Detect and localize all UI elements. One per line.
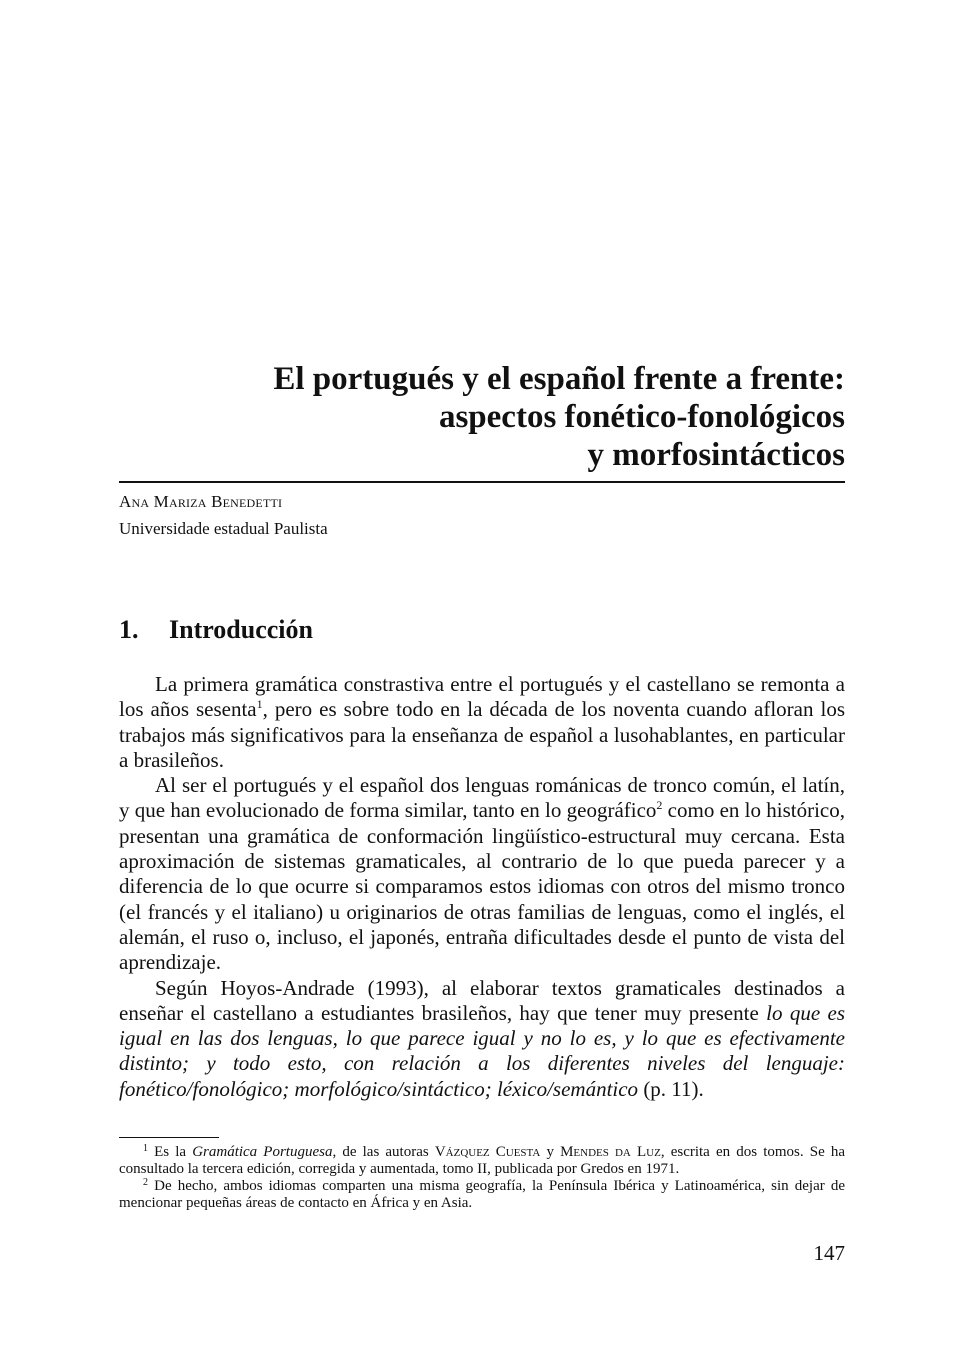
footnote-2-text: De hecho, ambos idiomas comparten una misma geografía, la Península Ibérica y Latinoamérica, sin dejar de mencionar pequeñas áreas de contacto en África y en Asia. xyxy=(119,1178,845,1211)
paragraph-3-text-b: (p. 11). xyxy=(638,1076,704,1101)
footnote-1-text-d: , escrita en dos tomos. Se ha consultado la tercera edición, corregida y aumentada, tomo II, publicada por Gredos en 1971. xyxy=(119,1144,846,1177)
footnote-1-text-c: y xyxy=(540,1144,561,1160)
footnote-1-author-1: Vázquez Cuesta xyxy=(434,1144,541,1160)
footnote-1-author-2: Mendes da Luz xyxy=(560,1144,661,1160)
title-line-1: El portugués y el español frente a frente: xyxy=(273,361,845,397)
paragraph-3-quote: lo que es igual en las dos lenguas, lo que parece igual y no lo es, y lo que es efectivamente distinto; y todo esto, con relación a los diferentes niveles del lenguaje: fonético/fonológico; morfológico/sintáctico; léxico/semántico xyxy=(119,1000,845,1101)
paragraph-1-text-a: La primera gramática constrastiva entre el portugués y el castellano se remonta a los años sesenta xyxy=(119,672,845,722)
footnote-1-text-a: Es la xyxy=(154,1144,193,1160)
title-line-2: aspectos fonético-fonológicos xyxy=(438,399,845,435)
title-rule xyxy=(119,481,845,483)
section-heading xyxy=(119,614,313,646)
paragraph-3-text-a: Según Hoyos-Andrade (1993), al elaborar textos gramaticales destinados a enseñar el castellano a estudiantes brasileños, hay que tener muy presente xyxy=(119,975,845,1025)
author-name: Ana Mariza Benedetti xyxy=(119,492,283,511)
footnote-2-mark: 2 xyxy=(143,1177,148,1188)
footnotes xyxy=(119,1144,845,1212)
footnote-2 xyxy=(119,1178,845,1212)
page-number: 147 xyxy=(813,1241,845,1265)
body-text xyxy=(119,672,845,1102)
section-number: 1. xyxy=(119,615,139,644)
section-title: Introducción xyxy=(169,615,313,644)
paragraph-2 xyxy=(119,773,845,975)
paragraph-1 xyxy=(119,672,845,773)
author-affiliation: Universidade estadual Paulista xyxy=(119,519,328,538)
footnote-1-text-b: , de las autoras xyxy=(332,1144,435,1160)
paragraph-2-text-a: Al ser el portugués y el español dos lenguas románicas de tronco común, el latín, y que han evolucionado de forma similar, tanto en lo geográfico xyxy=(119,773,845,823)
paragraph-2-text-b: como en lo histórico, presentan una gramática de conformación lingüístico-estructural muy cercana. Esta aproximación de sistemas gramaticales, al contrario de lo que pueda parecer y a diferencia de lo que ocurre si comparamos estos idiomas con otros del mismo tronco (el francés y el italiano) u originarios de otras familias de lenguas, como el inglés, el alemán, el ruso o, incluso, el japonés, entraña dificultades desde el punto de vista del aprendizaje. xyxy=(119,798,845,975)
footnote-ref-2[interactable]: 2 xyxy=(656,798,663,813)
footnote-rule xyxy=(119,1137,219,1138)
article-title xyxy=(273,360,845,474)
title-line-3: y morfosintácticos xyxy=(587,437,845,473)
footnote-1 xyxy=(119,1144,845,1178)
footnote-ref-1[interactable]: 1 xyxy=(256,697,263,712)
footnote-1-book-title: Gramática Portuguesa xyxy=(192,1144,333,1160)
paragraph-3 xyxy=(119,976,845,1102)
paragraph-1-text-b: , pero es sobre todo en la década de los noventa cuando afloran los trabajos más significativos para la enseñanza de español a lusohablantes, en particular a brasileños. xyxy=(119,697,845,772)
footnote-1-mark: 1 xyxy=(143,1143,148,1154)
